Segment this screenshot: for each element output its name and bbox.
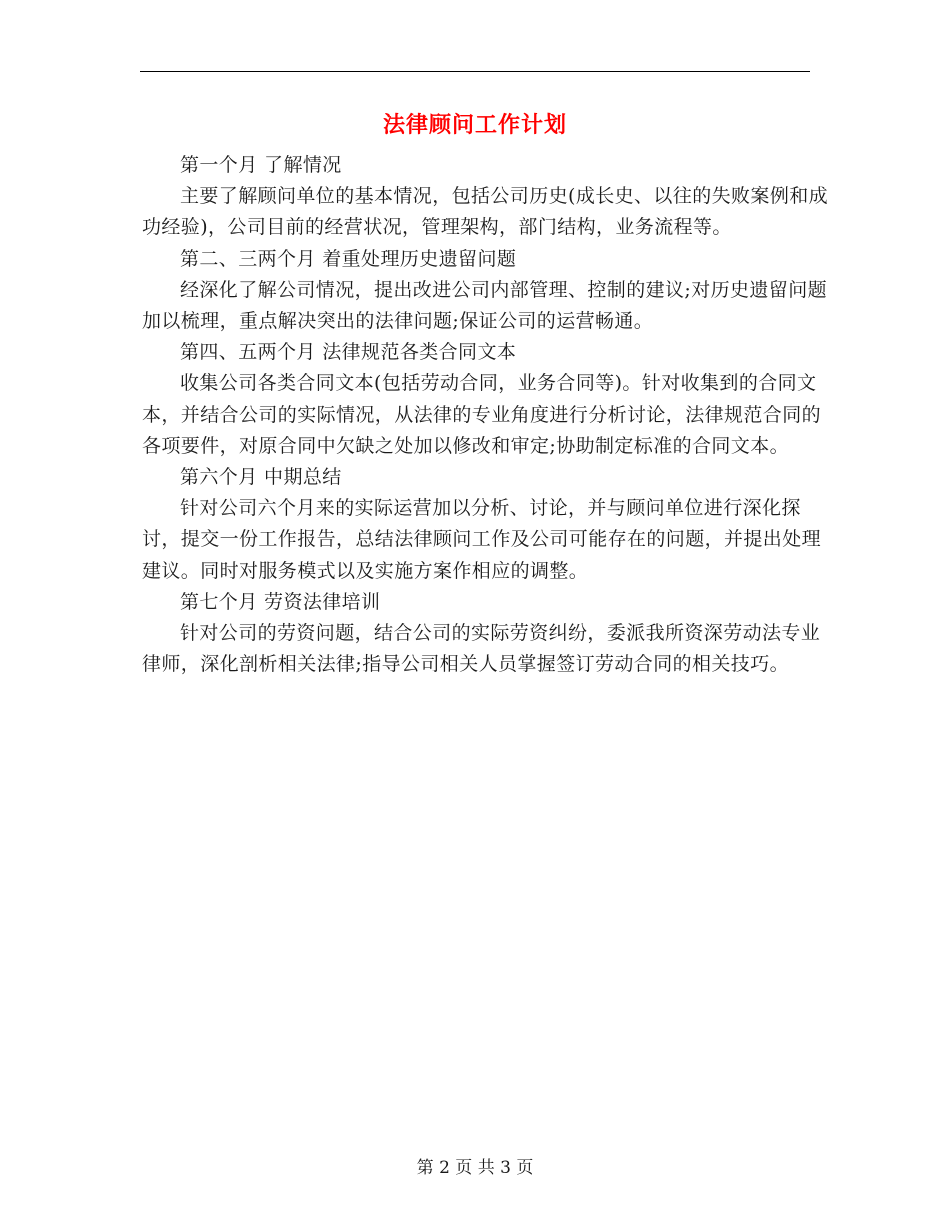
section-heading-month-6: 第六个月 中期总结 (180, 466, 342, 489)
section-body-month-6: 针对公司六个月来的实际运营加以分析、讨论，并与顾问单位进行深化探讨，提交一份工作报告，总结法律顾问工作及公司可能存在的问题，并提出处理建议。同时对服务模式以及实施方案作相应的调整。 (142, 497, 822, 582)
header-rule (140, 71, 810, 72)
section-body-month-1: 主要了解顾问单位的基本情况，包括公司历史(成长史、以往的失败案例和成功经验)，公司目前的经营状况，管理架构，部门结构，业务流程等。 (142, 185, 829, 239)
section-body-month-7: 针对公司的劳资问题，结合公司的实际劳资纠纷，委派我所资深劳动法专业律师，深化剖析相关法律;指导公司相关人员掌握签订劳动合同的相关技巧。 (142, 622, 821, 676)
section-heading-month-4-5: 第四、五两个月 法律规范各类合同文本 (180, 341, 517, 364)
section-heading-month-1: 第一个月 了解情况 (180, 154, 342, 176)
section-heading-month-2-3: 第二、三两个月 着重处理历史遗留问题 (180, 247, 517, 270)
section-heading-month-7: 第七个月 劳资法律培训 (180, 590, 381, 613)
section-body-month-4-5: 收集公司各类合同文本(包括劳动合同，业务合同等)。针对收集到的合同文本，并结合公司的实际情况，从法律的专业角度进行分析讨论，法律规范合同的各项要件，对原合同中欠缺之处加以修改和审定;协助制定标准的合同文本。 (142, 372, 822, 457)
page-number: 第 2 页 共 3 页 (416, 1158, 534, 1178)
section-body-month-2-3: 经深化了解公司情况，提出改进公司内部管理、控制的建议;对历史遗留问题加以梳理，重点解决突出的法律问题;保证公司的运营畅通。 (142, 278, 828, 333)
document-title: 法律顾问工作计划 (382, 112, 567, 138)
document-body (142, 150, 832, 680)
